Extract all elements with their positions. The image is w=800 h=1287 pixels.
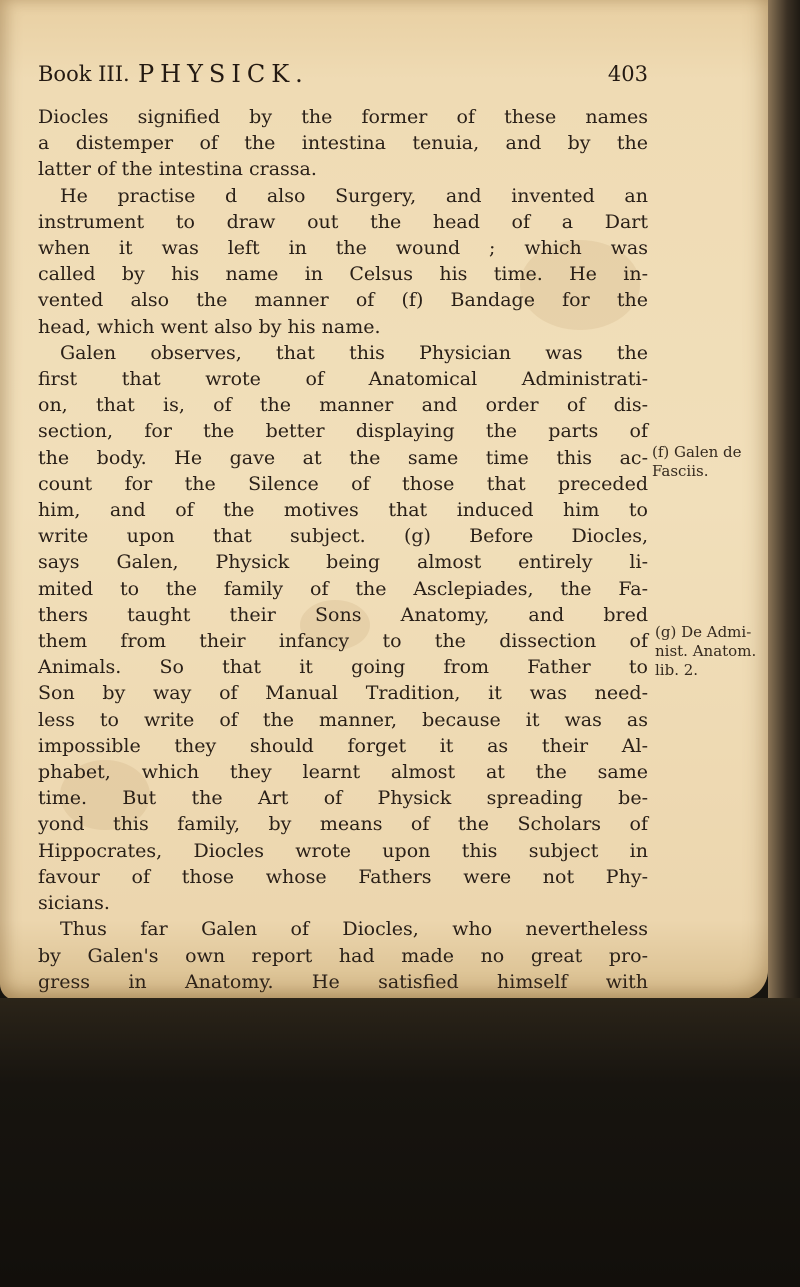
text-line: latter of the intestina crassa. — [38, 158, 317, 181]
text-line: Diocles signified by the former of these names — [38, 106, 648, 128]
text-line: time. But the Art of Physick spreading be- — [38, 787, 648, 810]
text-line: less to write of the manner, because it was as — [38, 708, 648, 731]
text-line: them from their infancy to the dissection of — [38, 630, 648, 653]
margin-note-line: Fasciis. — [652, 462, 709, 480]
text-line: head, which went also by his name. — [38, 315, 381, 338]
text-line: Thus far Galen of Diocles, who nevertheless — [60, 918, 648, 941]
right-page-shadow — [768, 0, 800, 1000]
text-line: vented also the manner of (f) Bandage for the — [38, 289, 648, 312]
text-line: gress in Anatomy. He satisfied himself with — [38, 970, 648, 993]
text-line: called by his name in Celsus his time. He in- — [38, 263, 648, 286]
text-line: on, that is, of the manner and order of dis- — [38, 394, 648, 417]
margin-note-line: (f) Galen de — [652, 443, 742, 461]
text-line: first that wrote of Anatomical Administrati- — [38, 368, 648, 391]
text-line: Animals. So that it going from Father to — [38, 656, 648, 679]
text-line: thers taught their Sons Anatomy, and bred — [38, 603, 648, 626]
text-line: Son by way of Manual Tradition, it was need- — [38, 682, 648, 705]
margin-note-line: lib. 2. — [655, 661, 699, 679]
text-line: instrument to draw out the head of a Dart — [38, 210, 648, 233]
text-line: a distemper of the intestina tenuia, and by the — [38, 132, 648, 155]
text-line: Galen observes, that this Physician was the — [60, 341, 648, 364]
text-line: the body. He gave at the same time this ac- — [38, 446, 648, 469]
text-line: sicians. — [38, 892, 110, 915]
text-line: section, for the better displaying the parts of — [38, 420, 648, 443]
text-line: when it was left in the wound ; which was — [38, 237, 648, 260]
running-title: PHYSICK. — [138, 60, 309, 88]
text-line: yond this family, by means of the Scholars of — [38, 813, 648, 836]
text-line: mited to the family of the Asclepiades, the Fa- — [38, 577, 648, 600]
margin-note-line: (g) De Admi- — [655, 623, 752, 641]
background-below-page — [0, 998, 800, 1287]
text-line: He practise d also Surgery, and invented an — [60, 184, 648, 207]
book-label: Book III. — [38, 62, 130, 86]
text-line: write upon that subject. (g) Before Diocles, — [38, 525, 648, 548]
text-line: by Galen's own report had made no great pro- — [38, 944, 648, 967]
page-number: 403 — [607, 62, 648, 86]
text-line: favour of those whose Fathers were not Phy- — [38, 865, 648, 888]
text-line: says Galen, Physick being almost entirely li- — [38, 551, 648, 574]
text-line: him, and of the motives that induced him to — [38, 499, 648, 522]
margin-note-line: nist. Anatom. — [655, 642, 757, 660]
text-line: impossible they should forget it as their Al- — [38, 734, 648, 757]
text-line: count for the Silence of those that preceded — [38, 472, 648, 495]
text-line: phabet, which they learnt almost at the same — [38, 761, 648, 784]
text-line: Hippocrates, Diocles wrote upon this subject in — [38, 839, 648, 862]
